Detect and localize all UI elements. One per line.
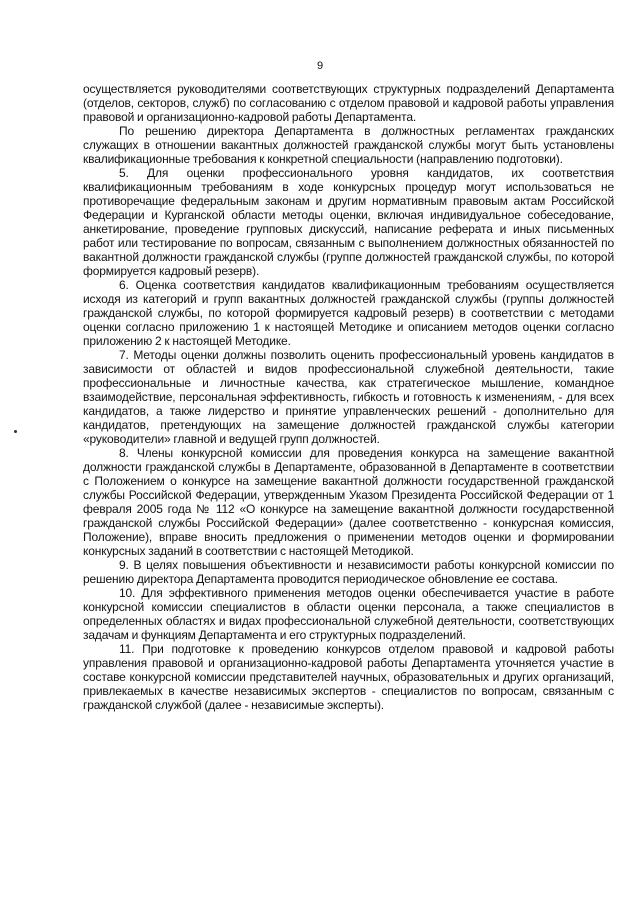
paragraph-item-11: 11. При подготовке к проведению конкурсов отделом правовой и кадровой работы управления правовой и организационно-кадровой работы Департамента уточняется участие в составе конкурсной комиссии представителей научных, образовательных и других организаций, привлекаемых в качестве независимых экспертов - специалистов по вопросам, связанным с гражданской службой (далее - независимые эксперты). xyxy=(83,642,614,712)
paragraph-item-8: 8. Члены конкурсной комиссии для проведения конкурса на замещение вакантной должности гражданской службы в Департаменте, образованной в Департаменте в соответствии с Положением о конкурсе на замещение вакантной должности государственной гражданской службы Российской Федерации, утвержденным Указом Президента Российской Федерации от 1 февраля 2005 года № 112 «О конкурсе на замещение вакантной должности государственной гражданской службы Российской Федерации» (далее соответственно - конкурсная комиссия, Положение), вправе вносить предложения о применении методов оценки и формировании конкурсных заданий в соответствии с настоящей Методикой. xyxy=(83,446,614,558)
paragraph-item-10: 10. Для эффективного применения методов оценки обеспечивается участие в работе конкурсной комиссии специалистов в области оценки персонала, а также специалистов в определенных областях и видах профессиональной служебной деятельности, соответствующих задачам и функциям Департамента и его структурных подразделений. xyxy=(83,586,614,642)
paragraph-item-7: 7. Методы оценки должны позволить оценить профессиональный уровень кандидатов в зависимости от областей и видов профессиональной служебной деятельности, такие профессиональные и личностные качества, как стратегическое мышление, командное взаимодействие, персональная эффективность, гибкость и готовность к изменениям, - для всех кандидатов, а также лидерство и принятие управленческих решений - дополнительно для кандидатов, претендующих на замещение должностей гражданской службы категории «руководители» главной и ведущей групп должностей. xyxy=(83,348,614,446)
paragraph-continuation: осуществляется руководителями соответствующих структурных подразделений Департамента (отделов, секторов, служб) по согласованию с отделом правовой и кадровой работы управления правовой и организационно-кадровой работы Департамента. xyxy=(83,82,614,124)
margin-mark xyxy=(14,430,17,433)
page-number: 9 xyxy=(316,60,324,72)
paragraph-item-5: 5. Для оценки профессионального уровня кандидатов, их соответствия квалификационным требованиям в ходе конкурсных процедур могут использоваться не противоречащие федеральным законам и другим нормативным правовым актам Российской Федерации и Курганской области методы оценки, включая индивидуальное собеседование, анкетирование, проведение групповых дискуссий, написание реферата и иных письменных работ или тестирование по вопросам, связанным с выполнением должностных обязанностей по вакантной должности гражданской службы (группе должностей гражданской службы, по которой формируется кадровый резерв). xyxy=(83,166,614,278)
document-body xyxy=(83,82,614,712)
paragraph-director-decision: По решению директора Департамента в должностных регламентах гражданских служащих в отношении вакантных должностей гражданской службы могут быть установлены квалификационные требования к конкретной специальности (направлению подготовки). xyxy=(83,124,614,166)
paragraph-item-9: 9. В целях повышения объективности и независимости работы конкурсной комиссии по решению директора Департамента проводится периодическое обновление ее состава. xyxy=(83,558,614,586)
paragraph-item-6: 6. Оценка соответствия кандидатов квалификационным требованиям осуществляется исходя из категорий и групп вакантных должностей гражданской службы (группы должностей гражданской службы, по которой формируется кадровый резерв) в соответствии с методами оценки согласно приложению 1 к настоящей Методике и описанием методов оценки согласно приложению 2 к настоящей Методике. xyxy=(83,278,614,348)
